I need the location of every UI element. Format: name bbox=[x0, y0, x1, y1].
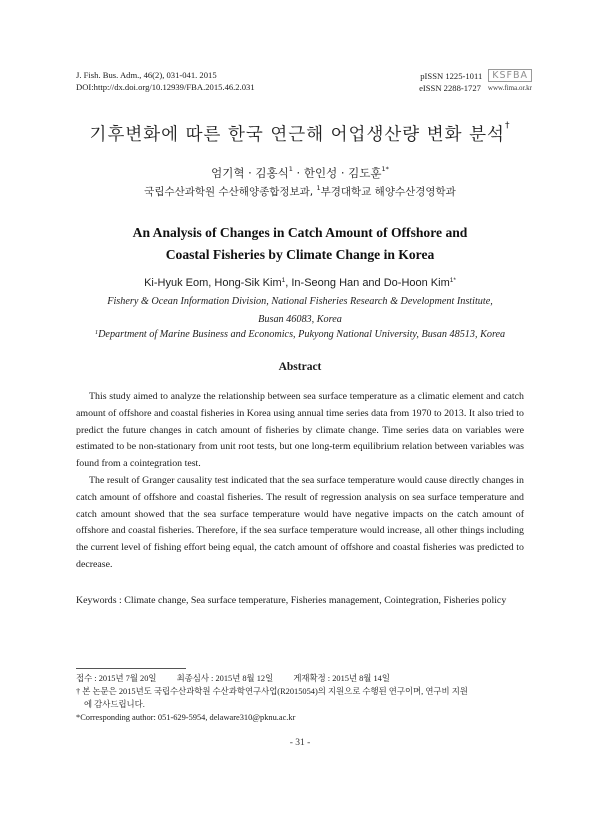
journal-citation: J. Fish. Bus. Adm., 46(2), 031-041. 2015 bbox=[76, 70, 217, 80]
keywords: Keywords : Climate change, Sea surface temperature, Fisheries management, Cointegration, Fisheries policy bbox=[76, 595, 507, 606]
english-title bbox=[0, 222, 600, 266]
ksfba-logo: KSFBA bbox=[488, 69, 532, 82]
english-author-sup2: 1* bbox=[449, 277, 456, 284]
korean-author-names-b: · 한인성 · 김도훈 bbox=[292, 166, 382, 180]
received-date: 접수 : 2015년 7월 20일 bbox=[76, 674, 157, 683]
issn-header bbox=[419, 69, 532, 94]
abstract-paragraph-1: This study aimed to analyze the relationship between sea surface temperature as a climatic element and catch amount of offshore and coastal fisheries in Korea using annual time series data from 1970 to 2013. It also tried to predict the future changes in catch amount of fisheries by climate change. Time series data on variables were estimated to be non-stationary from unit root tests, but one long-term equilibrium relation between variables was found from a cointegration test. bbox=[76, 391, 524, 470]
korean-authors bbox=[0, 165, 600, 181]
reviewed-date: 최종심사 : 2015년 8월 12일 bbox=[176, 674, 274, 683]
korean-affil-sup: 1 bbox=[316, 184, 321, 192]
footnotes bbox=[76, 672, 536, 724]
journal-header bbox=[76, 69, 255, 93]
abstract-paragraph-2: The result of Granger causality test indicated that the sea surface temperature would cause directly changes in catch amount of offshore and coastal fisheries. The result of regression analysis on sea surface temperature and catch amount showed that the sea surface temperature would have negative impacts on the catch amount of offshore and coastal fisheries. Therefore, if the sea surface temperature would increase, all other things including the current level of fishing effort being equal, the catch amount of offshore and coastal fisheries was predicted to decrease. bbox=[76, 474, 524, 570]
manuscript-dates bbox=[76, 672, 536, 685]
english-author-names-a: Ki-Hyuk Eom, Hong-Sik Kim bbox=[144, 277, 282, 289]
korean-affiliation-1: 국립수산과학원 수산해양종합정보과, bbox=[144, 186, 317, 198]
korean-title bbox=[0, 121, 600, 146]
english-affil2-sup: 1 bbox=[94, 329, 99, 336]
english-authors bbox=[0, 277, 600, 289]
korean-title-text: 기후변화에 따른 한국 연근해 어업생산량 변화 분석 bbox=[89, 125, 505, 145]
korean-author-names-a: 엄기혁 · 김홍식 bbox=[211, 166, 289, 180]
english-affiliation-1 bbox=[0, 293, 600, 329]
korean-author-sup2: 1* bbox=[381, 165, 389, 173]
accepted-date: 게재확정 : 2015년 8월 14일 bbox=[293, 674, 390, 683]
abstract-body bbox=[76, 389, 524, 574]
pissn: pISSN 1225-1011 bbox=[420, 70, 483, 81]
title-footnote-mark: † bbox=[504, 121, 511, 131]
footnote-divider bbox=[76, 668, 186, 669]
english-author-sup1: 1 bbox=[281, 277, 286, 284]
eissn: eISSN 2288-1727 bbox=[419, 83, 481, 93]
english-title-line2: Coastal Fisheries by Climate Change in Korea bbox=[165, 247, 435, 262]
abstract-heading: Abstract bbox=[278, 361, 322, 373]
english-affiliation-1-line1: Fishery & Ocean Information Division, National Fisheries Research & Development Institute, bbox=[107, 296, 493, 307]
english-author-names-b: , In-Seong Han and Do-Hoon Kim bbox=[285, 277, 450, 289]
page-number: - 31 - bbox=[289, 738, 311, 748]
corresponding-author: *Corresponding author: 051-629-5954, delaware310@pknu.ac.kr bbox=[76, 713, 296, 722]
english-affiliation-2-text: Department of Marine Business and Economics, Pukyong National University, Busan 48513, Korea bbox=[98, 329, 506, 340]
funding-note-line1: † 본 논문은 2015년도 국립수산과학원 수산과학연구사업(R2015054)의 지원으로 수행된 연구이며, 연구비 지원 bbox=[76, 687, 468, 696]
korean-affiliations bbox=[0, 184, 600, 199]
funding-note-line2: 에 감사드립니다. bbox=[84, 700, 145, 709]
doi-link[interactable]: DOI:http://dx.doi.org/10.12939/FBA.2015.46.2.031 bbox=[76, 82, 255, 92]
english-affiliation-2 bbox=[0, 329, 600, 340]
english-affiliation-1-line2: Busan 46083, Korea bbox=[258, 314, 342, 325]
korean-affiliation-2: 부경대학교 해양수산경영학과 bbox=[320, 186, 456, 198]
korean-author-sup1: 1 bbox=[288, 165, 293, 173]
website-link[interactable]: www.fima.or.kr bbox=[487, 84, 532, 92]
english-title-line1: An Analysis of Changes in Catch Amount of Offshore and bbox=[132, 225, 468, 240]
